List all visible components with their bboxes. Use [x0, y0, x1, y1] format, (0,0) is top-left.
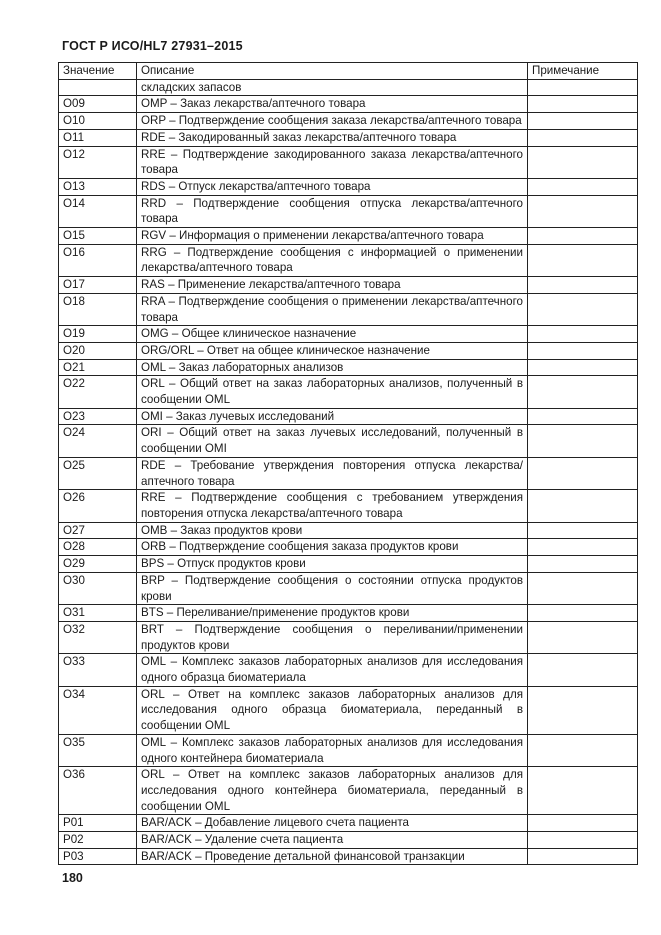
table-row — [59, 654, 638, 686]
note-cell — [528, 457, 638, 489]
description-text: – Применение лекарства/аптечного товара — [164, 278, 401, 292]
message-type: RAS — [141, 278, 165, 292]
message-type: BRT — [141, 622, 164, 636]
table-row — [59, 425, 638, 457]
note-cell — [528, 490, 638, 522]
description-cell — [137, 572, 528, 604]
note-cell — [528, 146, 638, 178]
message-type: ORP — [141, 114, 166, 128]
description-cell — [137, 326, 528, 343]
event-code-cell: O35 — [59, 734, 137, 766]
description-text: – Заказ лекарства/аптечного товара — [167, 97, 366, 111]
event-code-cell: O28 — [59, 539, 137, 556]
description-text: – Переливание/применение продуктов крови — [163, 606, 410, 620]
description-cell — [137, 539, 528, 556]
description-cell — [137, 359, 528, 376]
event-codes-table — [58, 62, 638, 865]
description-cell — [137, 605, 528, 622]
event-code-cell: O31 — [59, 605, 137, 622]
note-cell — [528, 425, 638, 457]
description-cell — [137, 734, 528, 766]
event-code-cell: O19 — [59, 326, 137, 343]
description-cell — [137, 293, 528, 325]
table-row — [59, 686, 638, 734]
table-row — [59, 79, 638, 96]
message-type: ORL — [141, 768, 165, 782]
description-cell — [137, 408, 528, 425]
event-code-cell: O16 — [59, 244, 137, 276]
description-text: – Заказ продуктов крови — [167, 523, 303, 537]
note-cell — [528, 767, 638, 815]
note-cell — [528, 342, 638, 359]
message-type: OMI — [141, 409, 163, 423]
table-row — [59, 734, 638, 766]
note-cell — [528, 113, 638, 130]
table-row — [59, 832, 638, 849]
description-cell — [137, 621, 528, 653]
note-cell — [528, 572, 638, 604]
message-type: BAR/ACK — [141, 816, 192, 830]
description-cell — [137, 146, 528, 178]
description-text: – Общее клиническое назначение — [168, 327, 357, 341]
description-text: – Отпуск продуктов крови — [164, 557, 306, 571]
event-code-cell: O29 — [59, 556, 137, 573]
message-type: ORG/ORL — [141, 343, 195, 357]
event-code-cell: O13 — [59, 178, 137, 195]
event-code-cell: O18 — [59, 293, 137, 325]
message-type: OML — [141, 735, 166, 749]
message-type: RDS — [141, 179, 166, 193]
event-code-cell: O30 — [59, 572, 137, 604]
table-row — [59, 572, 638, 604]
description-text: – Отпуск лекарства/аптечного товара — [165, 179, 371, 193]
message-type: RGV — [141, 229, 167, 243]
note-cell — [528, 293, 638, 325]
table-row — [59, 244, 638, 276]
description-text: – Ответ на комплекс заказов лабораторных анализов для исследования одного образца биоматериала, переданный в сообщении OML — [141, 687, 523, 733]
event-code-cell: O26 — [59, 490, 137, 522]
note-cell — [528, 832, 638, 849]
description-text: – Подтверждение сообщения отпуска лекарства/аптечного товара — [141, 196, 523, 226]
table-row — [59, 178, 638, 195]
description-cell — [137, 767, 528, 815]
description-text: – Комплекс заказов лабораторных анализов для исследования одного образца биоматериала — [141, 655, 523, 685]
table-row — [59, 539, 638, 556]
message-type: ORB — [141, 540, 167, 554]
description-text: – Заказ лабораторных анализов — [165, 360, 344, 374]
description-cell — [137, 848, 528, 865]
description-text: – Подтверждение сообщения с информацией о применении лекарства/аптечного товара — [141, 245, 523, 275]
description-text: – Закодированный заказ лекарства/аптечного товара — [165, 130, 457, 144]
description-text: – Требование утверждения повторения отпуска лекарства/аптечного товара — [141, 458, 523, 488]
table-row — [59, 621, 638, 653]
description-text: – Подтверждение сообщения о применении лекарства/аптечного товара — [141, 294, 523, 324]
event-code-cell: O10 — [59, 113, 137, 130]
description-text: – Комплекс заказов лабораторных анализов для исследования одного контейнера биоматериала — [141, 735, 523, 765]
event-code-cell: O33 — [59, 654, 137, 686]
description-cell — [137, 522, 528, 539]
table-row — [59, 129, 638, 146]
description-text: – Удаление счета пациента — [191, 833, 344, 847]
note-cell — [528, 359, 638, 376]
event-code-cell: O09 — [59, 96, 137, 113]
message-type: RDE — [141, 130, 166, 144]
table-row — [59, 195, 638, 227]
description-cell — [137, 244, 528, 276]
note-cell — [528, 129, 638, 146]
message-type: OMP — [141, 97, 168, 111]
description-cell — [137, 654, 528, 686]
table-row — [59, 605, 638, 622]
description-text: – Ответ на общее клиническое назначение — [194, 343, 430, 357]
note-cell — [528, 96, 638, 113]
table-row — [59, 228, 638, 245]
table-row — [59, 815, 638, 832]
event-code-cell — [59, 79, 137, 96]
note-cell — [528, 539, 638, 556]
description-cell — [137, 376, 528, 408]
table-header-row — [59, 63, 638, 80]
event-code-cell: O14 — [59, 195, 137, 227]
message-type: RDE — [141, 458, 166, 472]
description-cell — [137, 79, 528, 96]
description-cell — [137, 556, 528, 573]
note-cell — [528, 178, 638, 195]
message-type: BAR/ACK — [141, 849, 192, 863]
note-cell — [528, 376, 638, 408]
message-type: RRA — [141, 294, 165, 308]
description-text: – Общий ответ на заказ лабораторных анализов, полученный в сообщении OML — [141, 377, 523, 407]
table-row — [59, 326, 638, 343]
event-code-cell: O21 — [59, 359, 137, 376]
table-row — [59, 359, 638, 376]
note-cell — [528, 815, 638, 832]
note-cell — [528, 621, 638, 653]
column-header-description: Описание — [137, 63, 528, 80]
description-cell — [137, 490, 528, 522]
table-row — [59, 767, 638, 815]
event-code-cell: P01 — [59, 815, 137, 832]
note-cell — [528, 654, 638, 686]
column-header-note: Примечание — [528, 63, 638, 80]
note-cell — [528, 79, 638, 96]
message-type: RRG — [141, 245, 167, 259]
note-cell — [528, 556, 638, 573]
event-code-cell: O12 — [59, 146, 137, 178]
note-cell — [528, 522, 638, 539]
table-row — [59, 113, 638, 130]
message-type: RRD — [141, 196, 167, 210]
description-text: – Подтверждение сообщения о состоянии отпуска продуктов крови — [141, 573, 523, 603]
description-cell — [137, 815, 528, 832]
event-code-cell: O23 — [59, 408, 137, 425]
note-cell — [528, 195, 638, 227]
description-cell — [137, 686, 528, 734]
table-row — [59, 277, 638, 294]
description-text: – Ответ на комплекс заказов лабораторных анализов для исследования одного контейнера биоматериала, переданный в сообщении OML — [141, 768, 523, 813]
table-row — [59, 293, 638, 325]
description-cell — [137, 195, 528, 227]
event-code-cell: O17 — [59, 277, 137, 294]
message-type: BAR/ACK — [141, 833, 192, 847]
description-cell — [137, 129, 528, 146]
note-cell — [528, 244, 638, 276]
description-text: – Общий ответ на заказ лучевых исследований, полученный в сообщении OMI — [141, 426, 523, 456]
description-text: – Подтверждение сообщения с требованием утверждения повторения отпуска лекарства/аптечного товара — [141, 491, 523, 520]
table-row — [59, 146, 638, 178]
note-cell — [528, 686, 638, 734]
description-text: – Информация о применении лекарства/аптечного товара — [166, 229, 484, 243]
column-header-value: Значение — [59, 63, 137, 80]
note-cell — [528, 848, 638, 865]
table-row — [59, 457, 638, 489]
description-text: – Добавление лицевого счета пациента — [191, 816, 409, 830]
description-cell — [137, 425, 528, 457]
event-code-cell: O25 — [59, 457, 137, 489]
message-type: OML — [141, 360, 166, 374]
description-text: – Подтверждение сообщения заказа продуктов крови — [166, 540, 459, 554]
note-cell — [528, 228, 638, 245]
description-cell — [137, 832, 528, 849]
table-row — [59, 522, 638, 539]
event-code-cell: O36 — [59, 767, 137, 815]
description-text: складских запасов — [141, 80, 242, 94]
message-type: BTS — [141, 606, 164, 620]
description-text: – Подтверждение сообщения о переливании/применении продуктов крови — [141, 622, 523, 652]
description-cell — [137, 178, 528, 195]
note-cell — [528, 734, 638, 766]
message-type: BPS — [141, 557, 165, 571]
message-type: OML — [141, 655, 166, 669]
table-row — [59, 342, 638, 359]
table-row — [59, 408, 638, 425]
event-code-cell: O20 — [59, 342, 137, 359]
event-code-cell: O32 — [59, 621, 137, 653]
event-code-cell: P02 — [59, 832, 137, 849]
description-text: – Подтверждение закодированного заказа лекарства/аптечного товара — [141, 147, 523, 177]
message-type: BRP — [141, 573, 165, 587]
description-cell — [137, 342, 528, 359]
message-type: RRE — [141, 491, 166, 505]
document-header: ГОСТ Р ИСО/HL7 27931–2015 — [62, 39, 243, 53]
table-row — [59, 556, 638, 573]
description-text: – Заказ лучевых исследований — [162, 409, 335, 423]
table-row — [59, 848, 638, 865]
event-code-cell: O24 — [59, 425, 137, 457]
note-cell — [528, 408, 638, 425]
table-row — [59, 490, 638, 522]
description-cell — [137, 96, 528, 113]
event-code-cell: O15 — [59, 228, 137, 245]
description-cell — [137, 277, 528, 294]
message-type: RRE — [141, 147, 166, 161]
description-cell — [137, 113, 528, 130]
event-code-cell: O22 — [59, 376, 137, 408]
event-code-cell: O11 — [59, 129, 137, 146]
note-cell — [528, 277, 638, 294]
page-number: 180 — [62, 871, 83, 885]
note-cell — [528, 605, 638, 622]
description-cell — [137, 228, 528, 245]
message-type: ORL — [141, 377, 165, 391]
description-text: – Подтверждение сообщения заказа лекарства/аптечного товара — [165, 114, 522, 128]
description-cell — [137, 457, 528, 489]
event-code-cell: O27 — [59, 522, 137, 539]
table-row — [59, 376, 638, 408]
description-text: – Проведение детальной финансовой транзакции — [191, 849, 465, 863]
note-cell — [528, 326, 638, 343]
event-code-cell: O34 — [59, 686, 137, 734]
table-row — [59, 96, 638, 113]
message-type: ORI — [141, 426, 162, 440]
message-type: OMB — [141, 523, 168, 537]
event-code-cell: P03 — [59, 848, 137, 865]
message-type: ORL — [141, 687, 165, 701]
message-type: OMG — [141, 327, 169, 341]
